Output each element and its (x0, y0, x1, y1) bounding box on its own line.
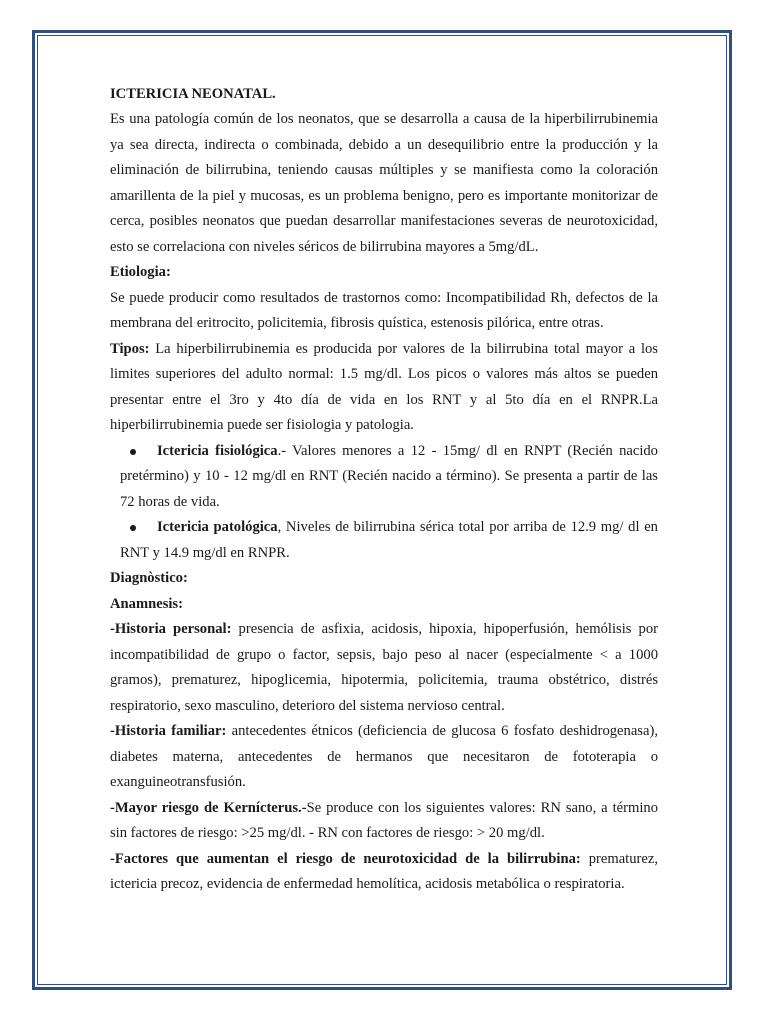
historia-familiar-text: antecedentes étnicos (deficiencia de glucosa 6 fosfato deshidrogenasa), diabetes materna, antecedentes de hermanos que necesitaron de fototerapia o exanguineotransfusión. (110, 723, 658, 790)
factores-text: prematurez, ictericia precoz, evidencia de enfermedad hemolítica, acidosis metabólica o respiratoria. (110, 850, 658, 892)
bullet-icon (130, 525, 136, 531)
tipos-paragraph (110, 337, 658, 439)
list-item-label: Ictericia patológica (157, 519, 278, 535)
bullet-icon (130, 449, 136, 455)
list-item (110, 439, 658, 516)
historia-personal-text: presencia de asfixia, acidosis, hipoxia, hipoperfusión, hemólisis por incompatibilidad de grupo o factor, sepsis, bajo peso al nacer (especialmente < a 1000 gramos), prematurez, hipoglicemia, hipotermia, policitemia, trauma obstétrico, distrés respiratorio, sexo masculino, deterioro del sistema nervioso central. (110, 621, 658, 714)
historia-personal-label: -Historia personal: (110, 621, 232, 637)
kernicterus-text: Se produce con los siguientes valores: RN sano, a término sin factores de riesgo: >25 mg/dl. - RN con factores de riesgo: > 20 mg/dl. (110, 799, 659, 841)
etiologia-paragraph: Se puede producir como resultados de trastornos como: Incompatibilidad Rh, defectos de la membrana del eritrocito, policitemia, fibrosis quística, estenosis pilórica, entre otras. (110, 289, 658, 331)
list-item (110, 515, 658, 566)
etiologia-heading: Etiologia: (110, 264, 171, 280)
diagnostico-heading: Diagnòstico: (110, 570, 188, 586)
kernicterus-paragraph (110, 796, 658, 847)
factores-paragraph (110, 847, 658, 898)
anamnesis-heading: Anamnesis: (110, 595, 183, 612)
intro-paragraph: Es una patología común de los neonatos, que se desarrolla a causa de la hiperbilirrubinemia ya sea directa, indirecta o combinada, debido a un desequilibrio entre la producción y la eliminación de bilirrubina, teniendo causas múltiples y se manifiesta como la coloración amarillenta de la piel y mucosas, es un problema benigno, pero es importante monitorizar de cerca, posibles neonatos que puedan desarrollar manifestaciones severas de neurotoxicidad, esto se correlaciona con niveles séricos de bilirrubina mayores a 5mg/dL. (110, 111, 658, 255)
document-body (110, 82, 658, 898)
tipos-list (110, 439, 658, 567)
historia-personal-paragraph (110, 617, 658, 719)
tipos-text: La hiperbilirrubinemia es producida por valores de la bilirrubina total mayor a los limites superiores del adulto normal: 1.5 mg/dl. Los picos o valores más altos se pueden presentar entre el 3ro y 4to día de vida en los RNT y al 5to día en el RNPR.La hiperbilirrubinemia puede ser fisiologia y patologia. (110, 340, 658, 433)
kernicterus-label: -Mayor riesgo de Kernícterus.- (110, 799, 307, 816)
factores-label: -Factores que aumentan el riesgo de neurotoxicidad de la bilirrubina: (110, 850, 581, 867)
tipos-label: Tipos: (110, 340, 150, 357)
list-item-label: Ictericia fisiológica (157, 442, 278, 459)
historia-familiar-paragraph (110, 719, 658, 796)
list-item-text: , Niveles de bilirrubina sérica total por arriba de 12.9 mg/ dl en RNT y 14.9 mg/dl en RNPR. (120, 519, 658, 561)
list-item-text: .- Valores menores a 12 - 15mg/ dl en RNPT (Recién nacido pretérmino) y 10 - 12 mg/dl en RNT (Recién nacido a término). Se presenta a partir de las 72 horas de vida. (120, 442, 658, 510)
document-title: ICTERICIA NEONATAL. (110, 86, 276, 102)
historia-familiar-label: -Historia familiar: (110, 723, 227, 739)
